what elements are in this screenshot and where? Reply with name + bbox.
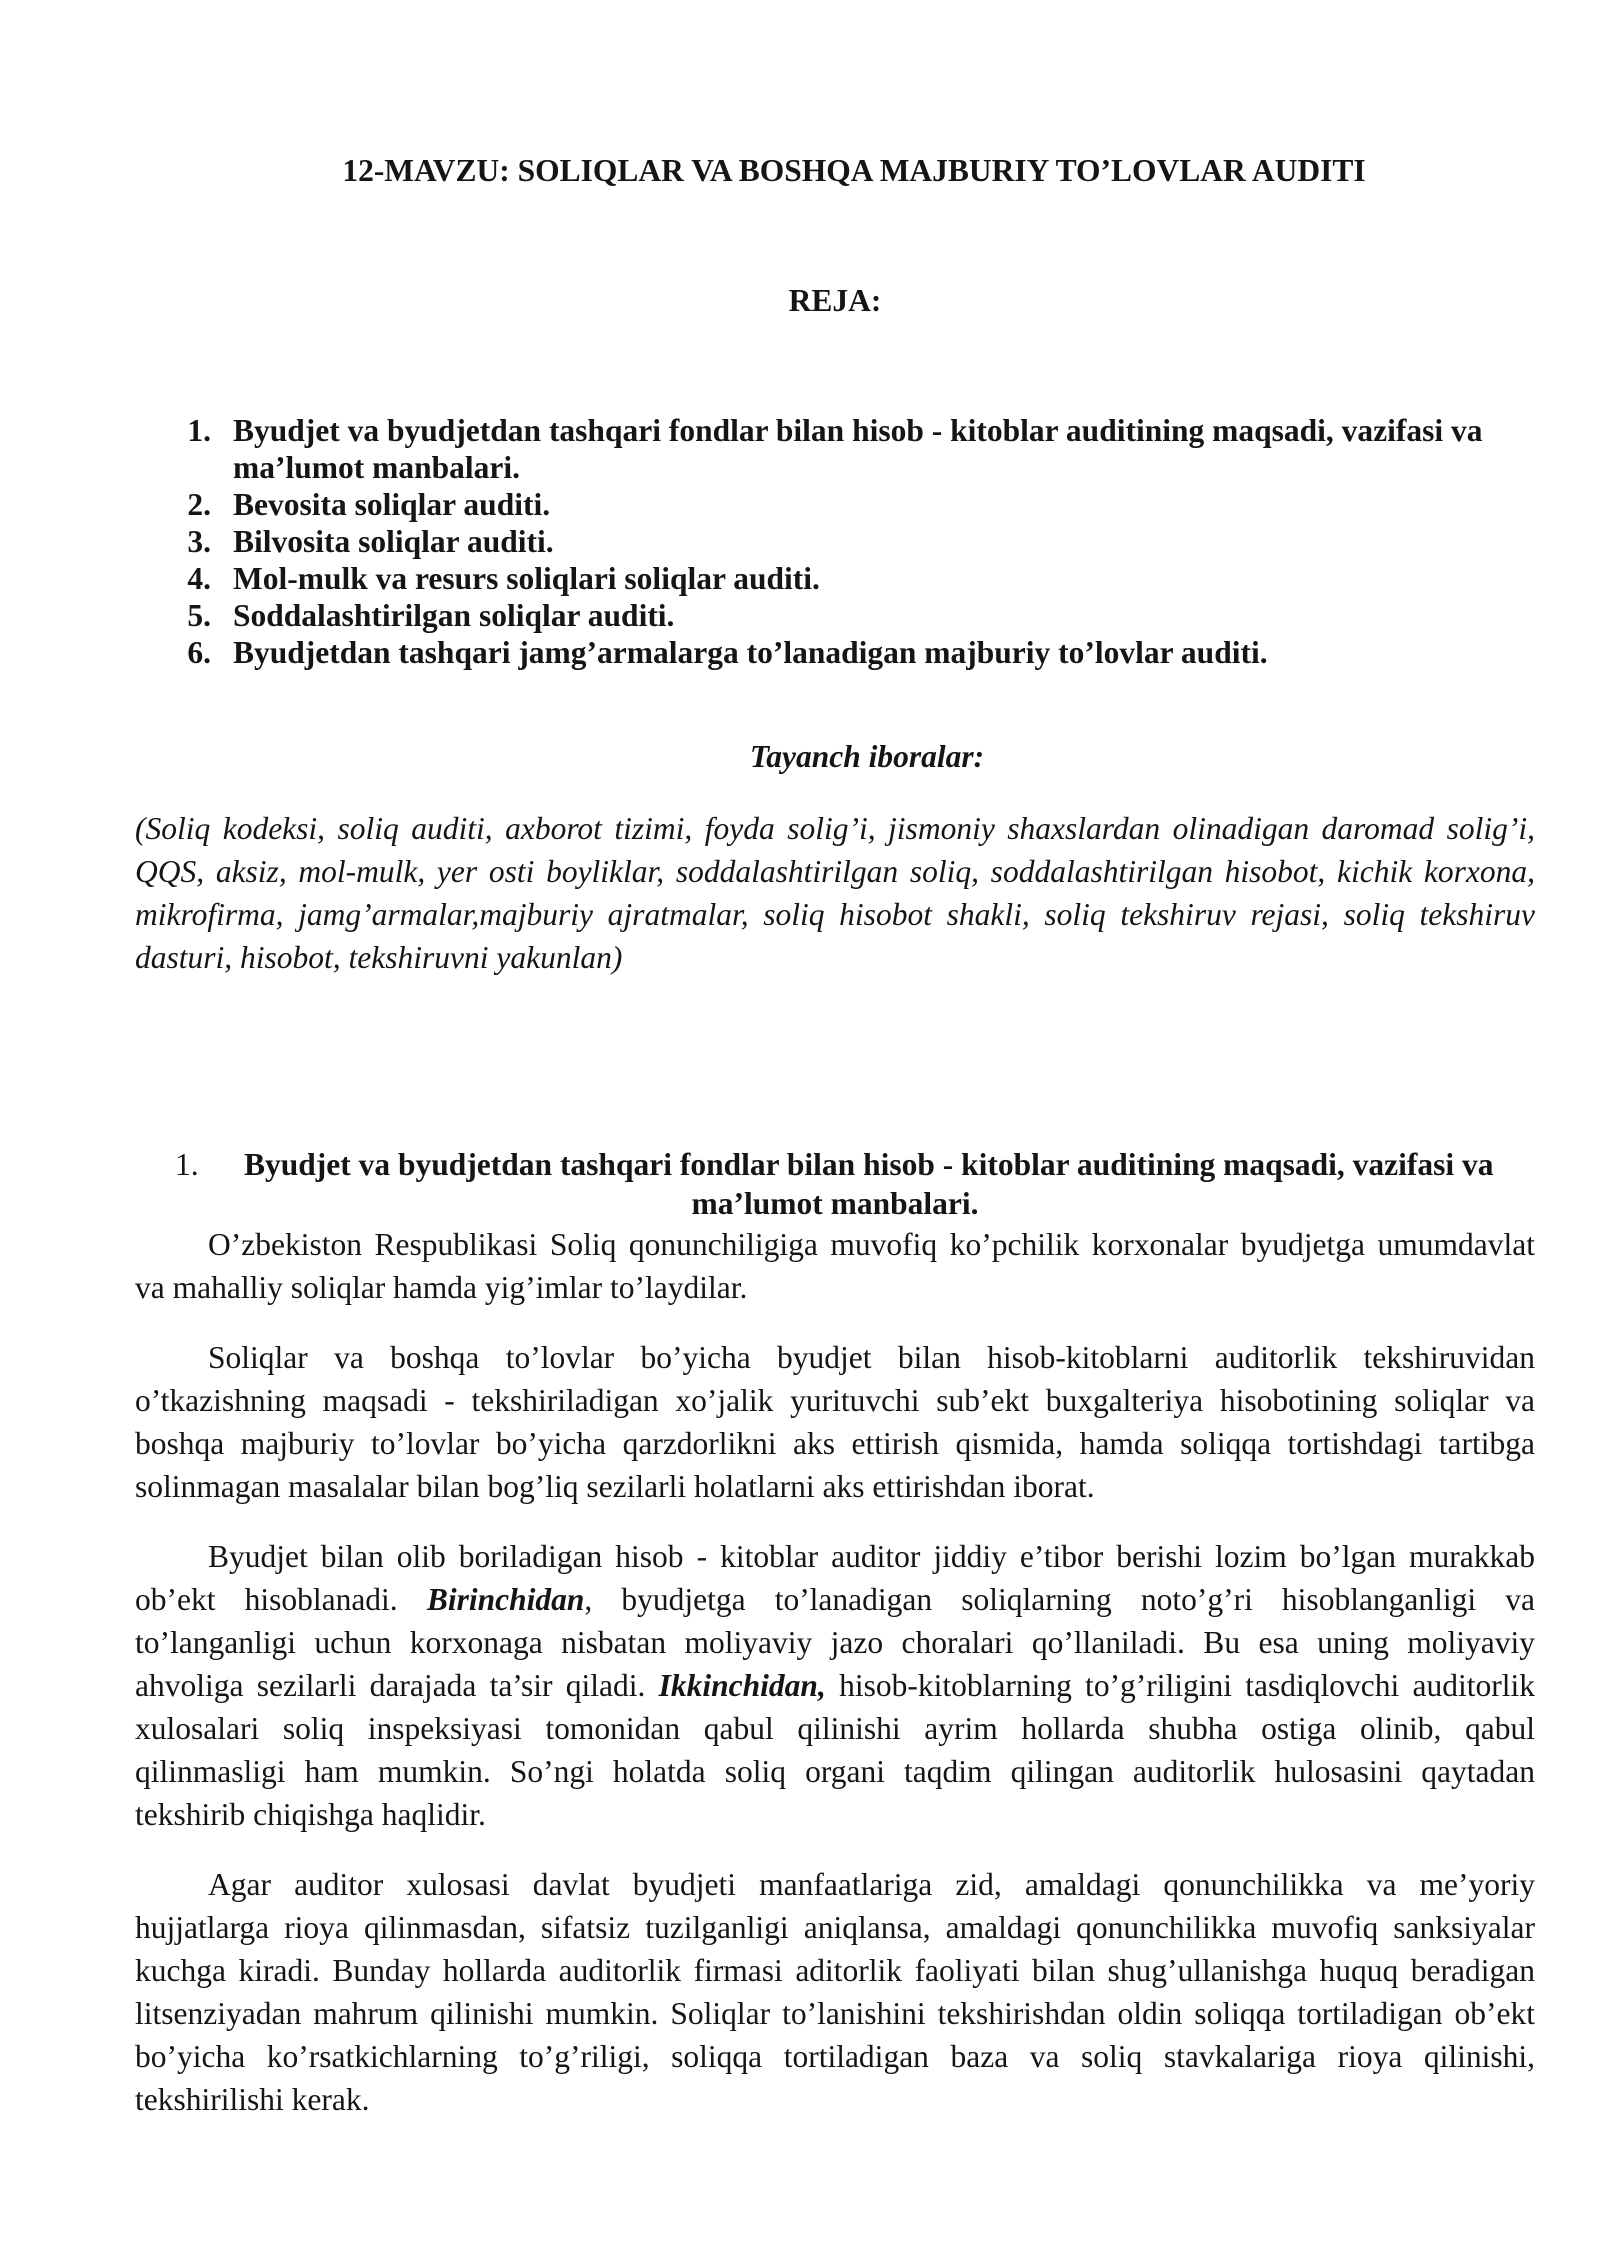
paragraph-line: Agar auditor xulosasi davlat byudjeti manfaatlariga zid, amaldagi qonunchilikka va me’yoriy [208, 1867, 1535, 1902]
paragraph-line [135, 1664, 1535, 1707]
paragraph-line: litsenziyadan mahrum qilinishi mumkin. Soliqlar to’lanishini tekshirishdan oldin soliqqa tortiladigan ob’ekt [135, 1996, 1535, 2031]
keywords-heading: Tayanch iboralar: [749, 739, 985, 774]
keywords-line: (Soliq kodeksi, soliq auditi, axborot tizimi, foyda solig’i, jismoniy shaxslardan olinadigan daromad solig’i, [135, 811, 1535, 846]
paragraph [135, 1535, 1535, 1836]
plan-item-line: Mol-mulk va resurs soliqlari soliqlar auditi. [233, 561, 820, 596]
plan-item-line: Byudjet va byudjetdan tashqari fondlar bilan hisob - kitoblar auditining maqsadi, vazifasi va [233, 413, 1483, 448]
plan-list [135, 412, 1535, 671]
plan-item-line: Bilvosita soliqlar auditi. [233, 524, 554, 559]
keywords-line: mikrofirma, jamg’armalar,majburiy ajratmalar, soliq hisobot shakli, soliq tekshiruv rejasi, soliq tekshiruv [135, 897, 1535, 932]
paragraph-line: tekshirib chiqishga haqlidir. [135, 1797, 486, 1832]
paragraph-line: bo’yicha ko’rsatkichlarning to’g’riligi, soliqqa tortiladigan baza va soliq stavkalariga rioya qilinishi, [135, 2039, 1535, 2074]
paragraph-line: va mahalliy soliqlar hamda yig’imlar to’laydilar. [135, 1270, 748, 1305]
text-segment: , byudjetga to’lanadigan soliqlarning noto’g’ri hisoblanganligi va [584, 1582, 1536, 1617]
section-heading-line: Byudjet va byudjetdan tashqari fondlar bilan hisob - kitoblar auditining maqsadi, vazifasi va [244, 1147, 1494, 1182]
plan-heading: REJA: [788, 283, 882, 318]
paragraph-line: Byudjet bilan olib boriladigan hisob - kitoblar auditor jiddiy e’tibor berishi lozim bo’lgan murakkab [208, 1539, 1535, 1574]
plan-item-number: 3. [187, 524, 211, 559]
plan-item [135, 634, 1535, 671]
plan-item [135, 560, 1535, 597]
text-segment: hisob-kitoblarning to’g’riligini tasdiqlovchi auditorlik [825, 1668, 1535, 1703]
paragraph-line: O’zbekiston Respublikasi Soliq qonunchiligiga muvofiq ko’pchilik korxonalar byudjetga umumdavlat [208, 1227, 1535, 1262]
section-1 [135, 1145, 1535, 2121]
plan-item-line: ma’lumot manbalari. [233, 450, 520, 485]
emphasis-text: Ikkinchidan, [658, 1668, 826, 1703]
paragraph-line: xulosalari soliq inspeksiyasi tomonidan qabul qilinishi ayrim hollarda shubha ostiga olinib, qabul [135, 1711, 1535, 1746]
plan-item-line: Byudjetdan tashqari jamg’armalarga to’lanadigan majburiy to’lovlar auditi. [233, 635, 1268, 670]
plan-item [135, 486, 1535, 523]
text-segment: ahvoliga sezilarli darajada ta’sir qiladi. [135, 1668, 659, 1703]
paragraph-line: to’langanligi uchun korxonaga nisbatan moliyaviy jazo choralari qo’llaniladi. Bu esa uning moliyaviy [135, 1625, 1535, 1660]
plan-item [135, 597, 1535, 634]
plan-item-line: Soddalashtirilgan soliqlar auditi. [233, 598, 675, 633]
plan-item-number: 2. [187, 487, 211, 522]
plan-item-number: 1. [187, 413, 211, 448]
paragraph-line: o’tkazishning maqsadi - tekshiriladigan xo’jalik yurituvchi sub’ekt buxgalteriya hisobotining soliqlar va [135, 1383, 1535, 1418]
paragraph-line: solinmagan masalalar bilan bog’liq sezilarli holatlarni aks ettirishdan iborat. [135, 1469, 1095, 1504]
plan-item-line: Bevosita soliqlar auditi. [233, 487, 551, 522]
paragraph [135, 1863, 1535, 2121]
paragraph [135, 1223, 1535, 1309]
plan-item-number: 4. [187, 561, 211, 596]
plan-item-number: 5. [187, 598, 211, 633]
keywords-line: dasturi, hisobot, tekshiruvni yakunlan) [135, 940, 623, 975]
plan-item [135, 412, 1535, 486]
emphasis-text: Birinchidan [426, 1582, 585, 1617]
paragraph-line: kuchga kiradi. Bunday hollarda auditorlik firmasi aditorlik faoliyati bilan shug’ullanishga huquq beradigan [135, 1953, 1535, 1988]
paragraph-line: qilinmasligi ham mumkin. So’ngi holatda soliq organi taqdim qilingan auditorlik hulosasini qaytadan [135, 1754, 1535, 1789]
paragraph-line: boshqa majburiy to’lovlar bo’yicha qarzdorlikni aks ettirish qismida, hamda soliqqa tortishdagi tartibga [135, 1426, 1535, 1461]
keywords-paragraph [135, 807, 1535, 979]
paragraph [135, 1336, 1535, 1508]
section-number: 1. [175, 1147, 199, 1182]
section-heading [135, 1145, 1535, 1223]
keywords-line: QQS, aksiz, mol-mulk, yer osti boyliklar, soddalashtirilgan soliq, soddalashtirilgan hisobot, kichik korxona, [135, 854, 1535, 889]
document-title: 12-MAVZU: SOLIQLAR VA BOSHQA MAJBURIY TO’LOVLAR AUDITI [342, 153, 1366, 188]
paragraph-line: hujjatlarga rioya qilinmasdan, sifatsiz tuzilganligi aniqlansa, amaldagi qonunchilikka muvofiq sanksiyalar [135, 1910, 1535, 1945]
text-segment: ob’ekt hisoblanadi. [135, 1582, 427, 1617]
plan-item-number: 6. [187, 635, 211, 670]
plan-item [135, 523, 1535, 560]
section-heading-line: ma’lumot manbalari. [691, 1186, 979, 1221]
paragraph-line [135, 1578, 1535, 1621]
paragraph-line: tekshirilishi kerak. [135, 2082, 370, 2117]
paragraph-line: Soliqlar va boshqa to’lovlar bo’yicha byudjet bilan hisob-kitoblarni auditorlik tekshiruvidan [208, 1340, 1535, 1375]
